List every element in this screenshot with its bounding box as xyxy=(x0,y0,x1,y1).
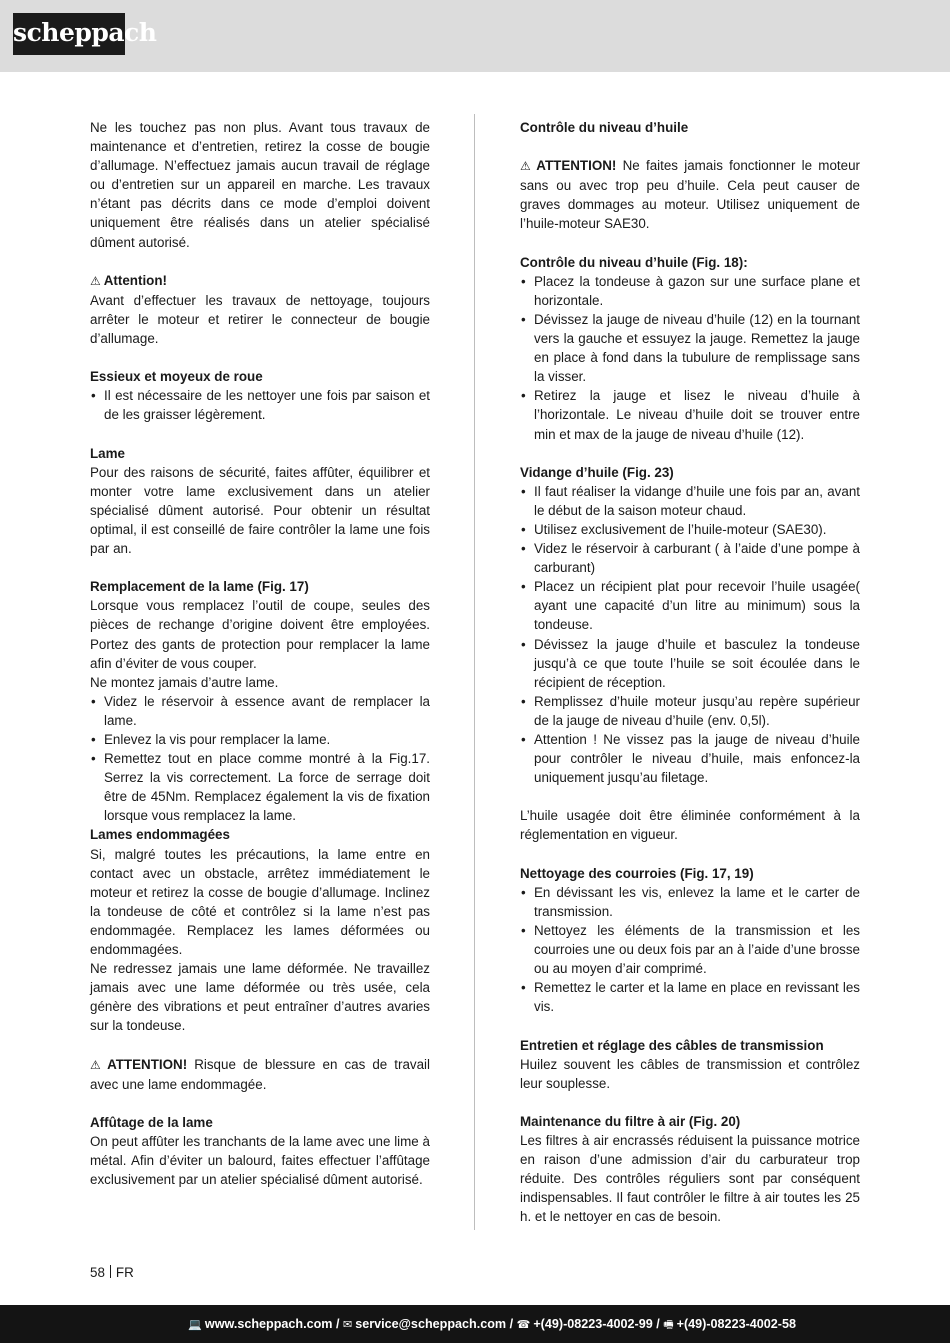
bullet-list xyxy=(520,272,860,444)
bullet-list xyxy=(90,692,430,826)
scheppach-logo: scheppach xyxy=(13,13,125,55)
section-title: Vidange d’huile (Fig. 23) xyxy=(520,464,674,480)
attention-oil xyxy=(520,156,860,233)
list-item: • Dévissez la jauge de niveau d’huile (12) en la tournant vers la gauche et essuyez la jauge. Remettez la jauge en place à fond dans la tubulure de remplissage sans la visser. xyxy=(520,310,860,386)
column-divider xyxy=(474,114,475,1230)
page-number-separator xyxy=(110,1265,111,1278)
section-title: Lames endommagées xyxy=(90,827,230,843)
section-title: Entretien et réglage des câbles de transmission xyxy=(520,1037,824,1053)
list-item: • Il est nécessaire de les nettoyer une fois par saison et de les graisser légèrement. xyxy=(90,386,430,424)
section-text: Ne redressez jamais une lame déformée. Ne travaillez jamais avec une lame déformée ou très usée, cela génère des vibrations et peut entraîner d’autres avaries sur la tondeuse. xyxy=(90,961,430,1034)
list-item: • Videz le réservoir à essence avant de remplacer la lame. xyxy=(90,692,430,730)
section-title: Contrôle du niveau d’huile (Fig. 18): xyxy=(520,254,748,270)
section-text: On peut affûter les tranchants de la lame avec une lime à métal. Afin d’éviter un balourd, faites effectuer l’affûtage exclusivement par un atelier spécialisé dûment autorisé. xyxy=(90,1133,430,1188)
attention-text: ⚠ ATTENTION! Ne faites jamais fonctionner le moteur sans ou avec trop peu d’huile. Cela peut causer de graves dommages au moteur. Utilisez uniquement de l’huile-moteur SAE30. xyxy=(520,158,860,232)
list-item: • Il faut réaliser la vidange d’huile une fois par an, avant le début de la saison moteur chaud. xyxy=(520,482,860,520)
intro-section xyxy=(90,118,430,252)
list-item: • Placez la tondeuse à gazon sur une surface plane et horizontale. xyxy=(520,272,860,310)
section-text: Huilez souvent les câbles de transmission et contrôlez leur souplesse. xyxy=(520,1056,860,1091)
right-column xyxy=(520,118,860,1246)
section-filtre xyxy=(520,1112,860,1227)
list-item: • Nettoyez les éléments de la transmission et les courroies une ou deux fois par an à l’aide d’une brosse ou au moyen d’air comprimé. xyxy=(520,921,860,978)
section-cables xyxy=(520,1036,860,1093)
warning-triangle-icon: ⚠ xyxy=(520,159,534,174)
section-text: L’huile usagée doit être éliminée conformément à la réglementation en vigueur. xyxy=(520,808,860,843)
envelope-icon: ✉ xyxy=(343,1319,353,1331)
section-affutage xyxy=(90,1113,430,1189)
page-number-value: 58 xyxy=(90,1265,105,1280)
section-title: Maintenance du filtre à air (Fig. 20) xyxy=(520,1113,741,1129)
bullet-list xyxy=(90,386,430,424)
footer-fax: +(49)-08223-4002-58 xyxy=(676,1317,796,1331)
footer-email[interactable]: service@scheppach.com xyxy=(355,1317,507,1331)
list-item: • Videz le réservoir à carburant ( à l’aide d’une pompe à carburant) xyxy=(520,539,860,577)
section-lame xyxy=(90,444,430,559)
section-vidange xyxy=(520,463,860,788)
section-text: Ne montez jamais d’autre lame. xyxy=(90,674,279,690)
attention-text: ⚠ ATTENTION! Risque de blessure en cas de travail avec une lame endommagée. xyxy=(90,1056,430,1092)
section-text: Pour des raisons de sécurité, faites affûter, équilibrer et monter votre lame exclusivement dans un atelier spécialisé dûment autorisé. Pour obtenir un résultat optimal, il est conseillé de faire contrôler la lame une fois par an. xyxy=(90,464,430,557)
intro-text: Ne les touchez pas non plus. Avant tous travaux de maintenance et d’entretien, retirez la cosse de bougie d’allumage. N’effectuez jamais aucun travail de réglage ou d’entretien sur un appareil en marche. Les travaux n’étant pas décrits dans ce mode d’emploi doivent uniquement être réalisés dans un atelier spécialisé dûment autorisé. xyxy=(90,120,430,250)
bullet-list xyxy=(520,482,860,788)
section-text: Si, malgré toutes les précautions, la lame entre en contact avec un obstacle, arrêtez immédiatement le moteur et retirez la cosse de bougie d’allumage. Inclinez la tondeuse de côté et contrôlez si la lame n’est pas endommagée. Remplacez les lames déformées ou endommagées. xyxy=(90,846,430,958)
footer-phone: +(49)-08223-4002-99 xyxy=(533,1317,653,1331)
section-title: Nettoyage des courroies (Fig. 17, 19) xyxy=(520,865,754,881)
section-huile-usagee xyxy=(520,806,860,844)
fax-icon: 🖷 xyxy=(663,1319,674,1331)
section-title: Lame xyxy=(90,445,125,461)
footer-contacts: 💻 www.scheppach.com / ✉ service@scheppach.com / ☎ +(49)-08223-4002-99 / 🖷 +(49)-08223-4002-58 xyxy=(188,1317,796,1331)
warning-triangle-icon: ⚠ xyxy=(90,273,101,288)
section-text: Lorsque vous remplacez l’outil de coupe, seules des pièces de rechange d’origine doivent être employées. Portez des gants de protection pour remplacer la lame afin d’éviter de vous couper. xyxy=(90,598,430,671)
list-item: • Attention ! Ne vissez pas la jauge de niveau d’huile pour contrôler le niveau d’huile, mais enfoncez-la uniquement jusqu’au filetage. xyxy=(520,730,860,787)
computer-icon: 💻 xyxy=(188,1319,202,1331)
list-item: • Remettez le carter et la lame en place en revissant les vis. xyxy=(520,978,860,1016)
phone-icon: ☎ xyxy=(516,1319,531,1331)
left-column xyxy=(90,118,430,1208)
section-endommagees xyxy=(90,825,430,1035)
attention-text: Avant d’effectuer les travaux de nettoyage, toujours arrêter le moteur et retirer le connecteur de bougie d’allumage. xyxy=(90,292,430,347)
warning-triangle-icon: ⚠ xyxy=(90,1057,105,1072)
section-controle xyxy=(520,118,860,137)
section-title: Contrôle du niveau d’huile xyxy=(520,120,689,135)
section-courroies xyxy=(520,864,860,1017)
list-item: • Dévissez la jauge d’huile et basculez la tondeuse jusqu’à ce que toute l’huile se soit écoulée dans le récipient de réception. xyxy=(520,635,860,692)
list-item: • Placez un récipient plat pour recevoir l’huile usagée( ayant une capacité d’un litre au minimum) sous la tondeuse. xyxy=(520,577,860,634)
section-text: Les filtres à air encrassés réduisent la puissance motrice en raison d’une admission d’air du carburateur trop réduite. Des contrôles réguliers sont par conséquent indispensables. Il faut contrôler le filtre à air toutes les 25 h. et le nettoyer en cas de besoin. xyxy=(520,1132,860,1225)
list-item: • Remettez tout en place comme montré à la Fig.17. Serrez la vis correctement. La force de serrage doit être de 45Nm. Remplacez également la vis de fixation lorsque vous remplacez la lame. xyxy=(90,749,430,825)
section-title: Affûtage de la lame xyxy=(90,1114,213,1130)
section-essieux xyxy=(90,367,430,424)
attention-cleaning xyxy=(90,271,430,348)
list-item: • Enlevez la vis pour remplacer la lame. xyxy=(90,730,430,749)
section-title: Essieux et moyeux de roue xyxy=(90,369,263,385)
section-controle-fig xyxy=(520,253,860,444)
attention-heading: ⚠ Attention! xyxy=(90,272,167,288)
page-language: FR xyxy=(115,1265,134,1280)
footer-web[interactable]: www.scheppach.com xyxy=(204,1317,333,1331)
page-header xyxy=(0,0,950,72)
page-footer xyxy=(0,1305,950,1343)
list-item: • Remplissez d’huile moteur jusqu’au repère supérieur de la jauge de niveau d’huile (env. 0,5l). xyxy=(520,692,860,730)
attention-blade xyxy=(90,1055,430,1094)
section-remplacement xyxy=(90,577,430,825)
list-item: • Utilisez exclusivement de l’huile-moteur (SAE30). xyxy=(520,520,860,539)
list-item: • Retirez la jauge et lisez le niveau d’huile à l’horizontale. Le niveau d’huile doit se trouver entre min et max de la jauge de niveau d’huile (12). xyxy=(520,386,860,443)
bullet-list xyxy=(520,883,860,1017)
list-item: • En dévissant les vis, enlevez la lame et le carter de transmission. xyxy=(520,883,860,921)
section-title: Remplacement de la lame (Fig. 17) xyxy=(90,579,309,595)
page-number xyxy=(90,1263,134,1282)
